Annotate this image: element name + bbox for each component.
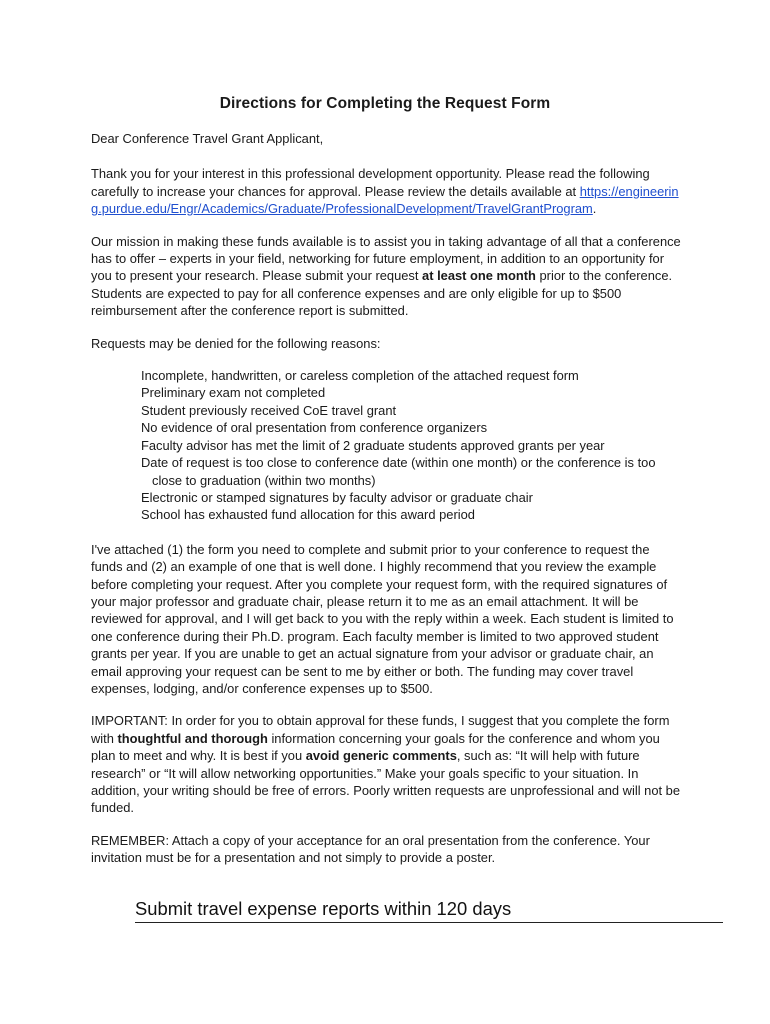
important-bold-1: thoughtful and thorough (117, 730, 268, 746)
list-item: Electronic or stamped signatures by faculty advisor or graduate chair (141, 489, 533, 505)
important-text-2: information concerning your goals for the conference and whom you plan to meet and why. It is best if you (91, 730, 660, 764)
intro-paragraph (91, 165, 683, 217)
list-item-continuation (141, 472, 683, 489)
mission-text-2: prior to the conference. Students are expected to pay for all conference expenses and are only eligible for up to $500 reimbursement after the conference report is submitted. (91, 268, 673, 319)
important-bold-2: avoid generic comments (305, 748, 457, 764)
salutation: Dear Conference Travel Grant Applicant, (91, 131, 324, 146)
important-paragraph (91, 712, 683, 816)
page-title: Directions for Completing the Request Form (219, 95, 551, 112)
list-item: Faculty advisor has met the limit of 2 graduate students approved grants per year (141, 437, 605, 453)
intro-text: Thank you for your interest in this professional development opportunity. Please read the following carefully to increase your chances for approval. Please review the details available at (91, 166, 650, 199)
denial-reasons-list (91, 367, 683, 524)
mission-text-1: Our mission in making these funds available is to assist you in taking advantage of all that a conference has to offer – experts in your field, networking for future employment, in addition to an opportunity for you to present your research. Please submit your request (91, 233, 681, 284)
footer-divider (135, 922, 723, 923)
mission-deadline-bold: at least one month (422, 268, 536, 284)
intro-end: . (592, 201, 597, 217)
letter-body (91, 130, 683, 882)
list-item: School has exhausted fund allocation for this award period (141, 507, 475, 523)
remember-paragraph: REMEMBER: Attach a copy of your acceptance for an oral presentation from the conference. Your invitation must be for a presentation and not simply to provide a poster. (91, 832, 650, 866)
footer-heading: Submit travel expense reports within 120 days (135, 898, 512, 919)
list-item: No evidence of oral presentation from conference organizers (141, 420, 488, 436)
mission-paragraph (91, 233, 683, 320)
list-item: Preliminary exam not completed (141, 385, 326, 401)
travel-grant-link[interactable]: https://engineering.purdue.edu/Engr/Academics/Graduate/ProfessionalDevelopment/TravelGrantProgram (91, 183, 679, 217)
important-text-3: , such as: “It will help with future research” or “It will allow networking opportunities.” Make your goals specific to your situation. In addition, your writing should be free of errors. Poorly written requests are unprofessional and will not be funded. (91, 748, 680, 816)
list-item: Student previously received CoE travel grant (141, 402, 397, 418)
attached-paragraph: I've attached (1) the form you need to complete and submit prior to your conference to request the funds and (2) an example of one that is well done. I highly recommend that you review the example before completing your request. After you complete your request form, with the required signatures of your major professor and graduate chair, please return it to me as an email attachment. It will be reviewed for approval, and I will get back to you with the reply within a week. Each student is limited to one conference during their Ph.D. program. Each faculty member is limited to two approved student grants per year. If you are unable to get an actual signature from your advisor or graduate chair, an email approving your request can be sent to me by either or both. The funding may cover travel expenses, lodging, and/or conference expenses up to $500. (91, 541, 674, 696)
important-text-1: IMPORTANT: In order for you to obtain approval for these funds, I suggest that you complete the form with (91, 713, 670, 746)
list-item: Incomplete, handwritten, or careless completion of the attached request form (141, 368, 579, 384)
reasons-intro: Requests may be denied for the following reasons: (91, 335, 381, 351)
list-item-continuation-text: close to graduation (within two months) (152, 472, 376, 488)
list-item: Date of request is too close to conference date (within one month) or the conference is too (141, 455, 656, 471)
